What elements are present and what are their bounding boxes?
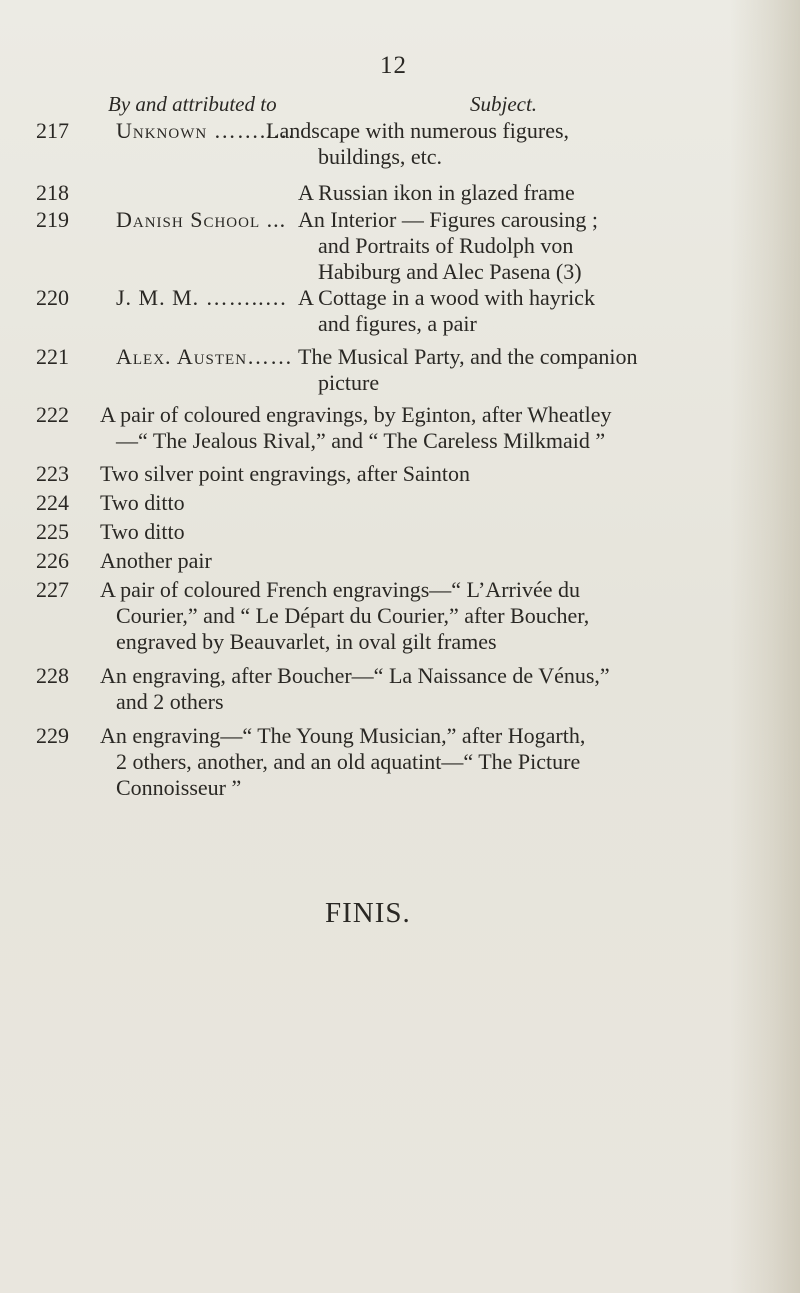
lot-number: 229 <box>36 723 69 748</box>
lot-description-line: Landscape with numerous figures, <box>266 118 570 143</box>
lot-description-line: An Interior — Figures carousing ; <box>298 207 598 232</box>
lot-description-line: Courier,” and “ Le Départ du Courier,” after Boucher, <box>116 603 590 628</box>
lot-number: 226 <box>36 548 69 573</box>
lot-description-line: Two ditto <box>100 490 185 515</box>
finis-text: FINIS. <box>325 897 411 929</box>
lot-description-line: picture <box>318 370 380 395</box>
lot-description-line: Two ditto <box>100 519 185 544</box>
lot-number: 224 <box>36 490 69 515</box>
lot-number: 222 <box>36 402 69 427</box>
column-header-subject: Subject. <box>470 92 538 116</box>
lot-description-line: and figures, a pair <box>318 311 477 336</box>
lot-artist: Alex. Austen…… <box>116 344 294 369</box>
lot-description-line: A Cottage in a wood with hayrick <box>298 285 595 310</box>
lot-description-line: 2 others, another, and an old aquatint—“ The Picture <box>116 749 581 774</box>
lot-number: 221 <box>36 344 69 369</box>
lot-number: 223 <box>36 461 69 486</box>
column-header-artist: By and attributed to <box>108 92 277 116</box>
lot-description-line: A pair of coloured engravings, by Eginton, after Wheatley <box>100 402 612 427</box>
lot-description-line: Another pair <box>100 548 212 573</box>
lot-description-line: —“ The Jealous Rival,” and “ The Careless Milkmaid ” <box>116 428 606 453</box>
lot-description-line: and Portraits of Rudolph von <box>318 233 574 258</box>
lot-number: 217 <box>36 118 69 143</box>
lot-description-line: engraved by Beauvarlet, in oval gilt frames <box>116 629 497 654</box>
lot-description-line: An engraving—“ The Young Musician,” after Hogarth, <box>100 723 586 748</box>
lot-number: 218 <box>36 180 69 205</box>
lot-number: 228 <box>36 663 69 688</box>
lot-artist: J. M. M. ……..… <box>116 285 288 310</box>
lot-description-line: Connoisseur ” <box>116 775 242 800</box>
lot-description-line: and 2 others <box>116 689 224 714</box>
lot-description-line: The Musical Party, and the companion <box>298 344 638 369</box>
lot-description-line: A Russian ikon in glazed frame <box>298 180 575 205</box>
lot-artist: Danish School ... <box>116 207 287 232</box>
lot-number: 227 <box>36 577 69 602</box>
lot-description-line: An engraving, after Boucher—“ La Naissance de Vénus,” <box>100 663 610 688</box>
lot-number: 225 <box>36 519 69 544</box>
page-number: 12 <box>380 52 407 79</box>
lot-artist: Unknown ……..… <box>116 118 296 143</box>
lot-description-line: A pair of coloured French engravings—“ L’Arrivée du <box>100 577 580 602</box>
lot-description-line: buildings, etc. <box>318 144 443 169</box>
lot-description-line: Two silver point engravings, after Sainton <box>100 461 470 486</box>
lot-description-line: Habiburg and Alec Pasena (3) <box>318 259 582 284</box>
lot-number: 219 <box>36 207 69 232</box>
lot-number: 220 <box>36 285 69 310</box>
